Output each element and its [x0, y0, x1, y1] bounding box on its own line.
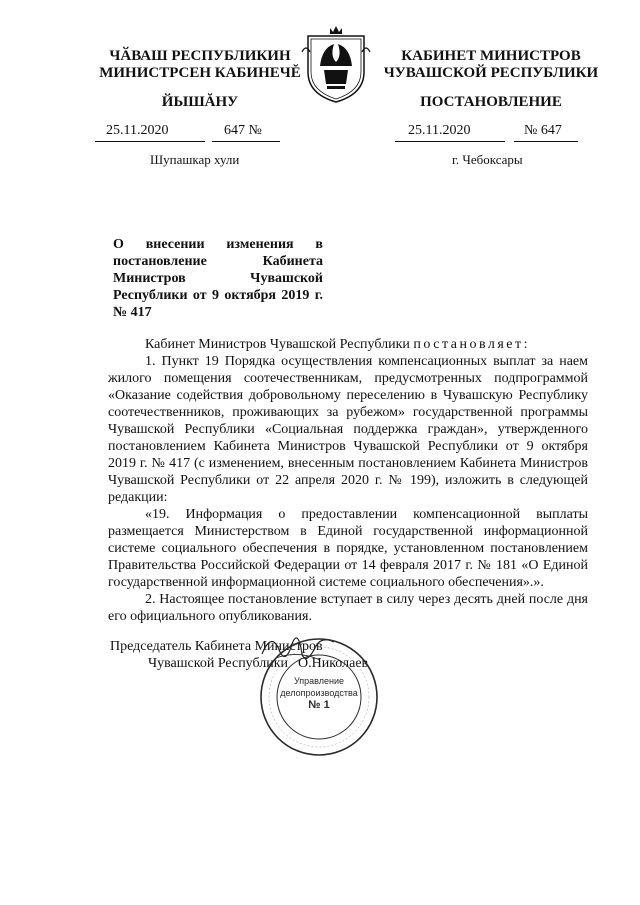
stamp-center: [258, 675, 380, 711]
right-number: № 647: [524, 123, 562, 138]
left-number: 647 №: [224, 123, 262, 138]
intro-line: [108, 336, 588, 353]
signature-line1: Председатель Кабинета Министров: [110, 639, 323, 654]
header-right-line2: ЧУВАШСКОЙ РЕСПУБЛИКИ: [383, 65, 599, 81]
header-left-line1: ЧӐВАШ РЕСПУБЛИКИН: [109, 48, 291, 64]
header-left-org: [95, 48, 305, 82]
intro-spaced: постановляет:: [413, 337, 531, 352]
header-right-org: [382, 48, 600, 82]
right-date-underline: [395, 141, 505, 142]
right-number-underline: [514, 141, 578, 142]
header-right-doc-type: ПОСТАНОВЛЕНИЕ: [420, 94, 562, 110]
document-title: О внесении изменения в постановление Кабинета Министров Чувашской Республики от 9 октября 2019 г. № 417: [113, 237, 323, 320]
emblem-icon: [300, 22, 372, 106]
document-body: [108, 336, 588, 625]
left-date: 25.11.2020: [106, 123, 169, 138]
right-city: г. Чебоксары: [452, 152, 523, 167]
signature-line2: Чувашской Республики: [148, 656, 289, 671]
left-number-underline: [212, 141, 280, 142]
header-right-line1: КАБИНЕТ МИНИСТРОВ: [401, 48, 581, 64]
stamp-center-line1: Управление: [293, 676, 345, 686]
left-date-underline: [95, 141, 205, 142]
intro-prefix: Кабинет Министров Чувашской Республики: [145, 337, 414, 352]
stamp-center-line2: делопроизводства: [280, 688, 358, 698]
left-city: Шупашкар хули: [150, 152, 240, 167]
header-left-doc-type: ЙЫШĂНУ: [161, 94, 239, 110]
paragraph-3: 2. Настоящее постановление вступает в силу через десять дней после дня его официального опубликования.: [108, 592, 588, 624]
paragraph-1: 1. Пункт 19 Порядка осуществления компенсационных выплат за наем жилого помещения соотечественникам, предусмотренных подпрограммой «Оказание содействия добровольному переселению в Чувашскую Республику соотечественников, проживающих за рубежом» государственной программы Чувашской Республики «Социальная поддержка граждан», утвержденного постановлением Кабинета Министров Чувашской Республики от 9 октября 2019 г. № 417 (с изменением, внесенным постановлением Кабинета Министров Чувашской Республики от 22 апреля 2020 г. № 199), изложить в следующей редакции:: [108, 354, 588, 505]
stamp-center-number: № 1: [308, 699, 330, 711]
signature-name: О.Николаев: [298, 656, 369, 671]
paragraph-2: «19. Информация о предоставлении компенсационной выплаты размещается Министерством в Единой государственной информационной системе социального обеспечения в порядке, установленном постановлением Правительства Российской Федерации от 14 февраля 2017 г. № 181 «О Единой государственной информационной системе социального обеспечения».».: [108, 507, 588, 590]
header-left-line2: МИНИСТРСЕН КАБИНЕЧĔ: [99, 65, 301, 81]
right-date: 25.11.2020: [408, 123, 471, 138]
